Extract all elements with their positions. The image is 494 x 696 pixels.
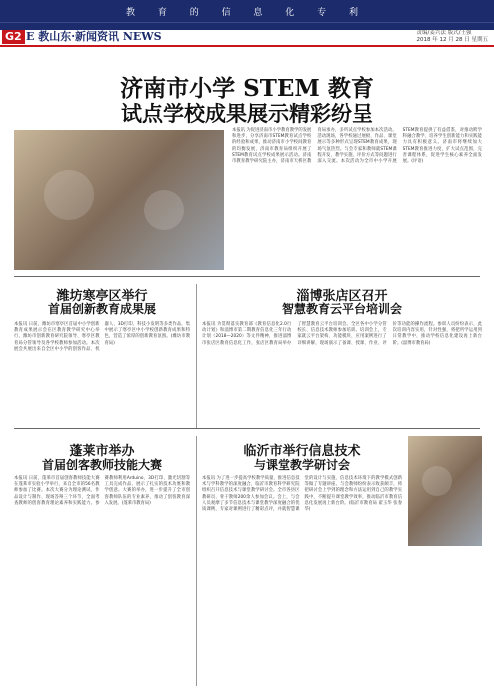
section-divider [14, 276, 480, 277]
weifang-title-1: 潍坊寒亭区举行 [56, 289, 148, 304]
page-number: G2 [2, 30, 25, 44]
linyi-title-2: 与课堂教学研讨会 [253, 458, 350, 472]
linyi-body: 本报讯 为了进一步提高学校教学质量，推进信息技术与学科教学的深度融合，临沂市教育科学研究院组织召开信息技术与课堂教学研讨会。全市各县区教研员、骨干教师200余人参加会议。会上，与会人员观摩了多节信息技术与课堂教学深度融合的优质课例，专家对课例进行了精彩点评，并就智慧课堂的设计与实施、信息技术环境下的教学模式创新等做了专题讲座。与会教师纷纷表示收获颇丰，将把研讨会上学到的理念和方法运用到自己的教学实践中，不断提升课堂教学效率，推动临沂市教育信息化发展再上新台阶。(临沂市教育局 翟玉华 张春华) [202, 476, 402, 513]
penglai-title-2: 首届创客教师技能大赛 [41, 458, 162, 472]
section-divider [14, 428, 480, 429]
header-band [0, 0, 494, 30]
main-title-1: 济南市小学 STEM 教育 [120, 75, 374, 102]
zibo-title-2: 智慧教育云平台培训会 [281, 302, 402, 316]
top-rule [0, 45, 494, 47]
main-title-2: 试点学校成果展示精彩纷呈 [121, 101, 373, 126]
masthead [0, 30, 494, 44]
photo-highlight [422, 466, 452, 496]
penglai-title-1: 蓬莱市举办 [69, 444, 135, 459]
date-line: 2018 年 12 月 28 日 星期五 [416, 37, 488, 43]
photo-highlight [144, 190, 184, 230]
zibo-body: 本报讯 为贯彻落实教育部《教育信息化2.0行动计划》和淄博市第二期教育信息化三年行动计划（2018—2020）等文件精神，推进淄博市张店区教育信息化工作，张店区教育局举办了智慧教育云平台培训会。全区各中小学分管校长、信息技术教师参加培训。培训会上，专家就云平台架构、功能模块、应用案例进行了详细讲解，现场演示了备课、授课、作业、评价等功能的操作流程。参训人员纷纷表示，此次培训内容实用，针对性强，将把所学运用到日常教学中，推动学校信息化建设再上新台阶。(淄博市教育局) [202, 322, 482, 346]
linyi-title-1: 临沂市举行信息技术 [243, 444, 361, 459]
paper-name: E 教山东·新闻资讯 NEWS [26, 30, 162, 43]
issue-meta [417, 30, 488, 44]
photo-highlight [44, 170, 94, 220]
column-divider [196, 436, 197, 686]
editor-line: 责编/姜兴法 版式/王强 [416, 30, 472, 36]
linyi-photo [408, 436, 482, 546]
zibo-title-1: 淄博张店区召开 [296, 289, 388, 304]
column-divider [196, 284, 197, 428]
weifang-title-2: 首届创新教育成果展 [47, 302, 156, 316]
weifang-body: 本报讯 日前，潍坊市寒亭区首届中小学创新教育成果展示会在区教育教学研究中心举行，潍坊市创新教育研究院领导、寒亭区教育局分管领导及各学校教师参加活动。本次展会共展出来自全区中小学的创客作品、机器人、3D打印、科技小发明等多类作品，集中展示了寒亭区中小学校创新教育成果和特色，营造了浓厚的创新教育氛围。(潍坊市教育局) [14, 322, 190, 352]
header-divider [0, 22, 494, 23]
header-tagline: 教 育 的 信 息 化 专 利 [125, 8, 369, 18]
main-body: 本报讯 为促进济南市小学教育教学的发展和进步，分享济南市STEM教育试点学校的经验和成果，推动济南市小学校间教育的均衡发展，济南市教育局组织开展了STEM教育试点学校成果展示活动。济南市教育教学研究院主办，济南市天桥区教育局承办，多所试点学校参加本次活动。活动现场，各学校通过展板、作品、课堂展示等多种形式呈现STEM教育成果，现场气氛热烈。与会专家和教师就STEM课程开发、教学实施、评价方式等问题进行深入交流。本次活动为全市中小学开展STEM教育提供了有益借鉴，对推动跨学科融合教学、培养学生创新能力和实践能力具有积极意义。济南市将继续加大STEM教育推进力度，扩大试点范围，完善课程体系，促进学生核心素养全面发展。(评语) [232, 128, 482, 165]
main-photo [14, 130, 224, 270]
penglai-body: 本报讯 日前，蓬莱市首届创客教师技能大赛在蓬莱市实验小学举行，来自全市的56名教师参加了比赛。本次大赛分为理论测试、作品设计与制作、现场答辩三个环节，全面考查教师的创客教育理论素养和实践能力。参赛教师利用Arduino、3D打印、激光切割等工具完成作品，展示了扎实的技术功底和教学创意。大赛的举办，进一步提升了全市创客教师队伍的专业素养，推动了创客教育深入发展。(蓬莱市教育局) [14, 476, 190, 506]
